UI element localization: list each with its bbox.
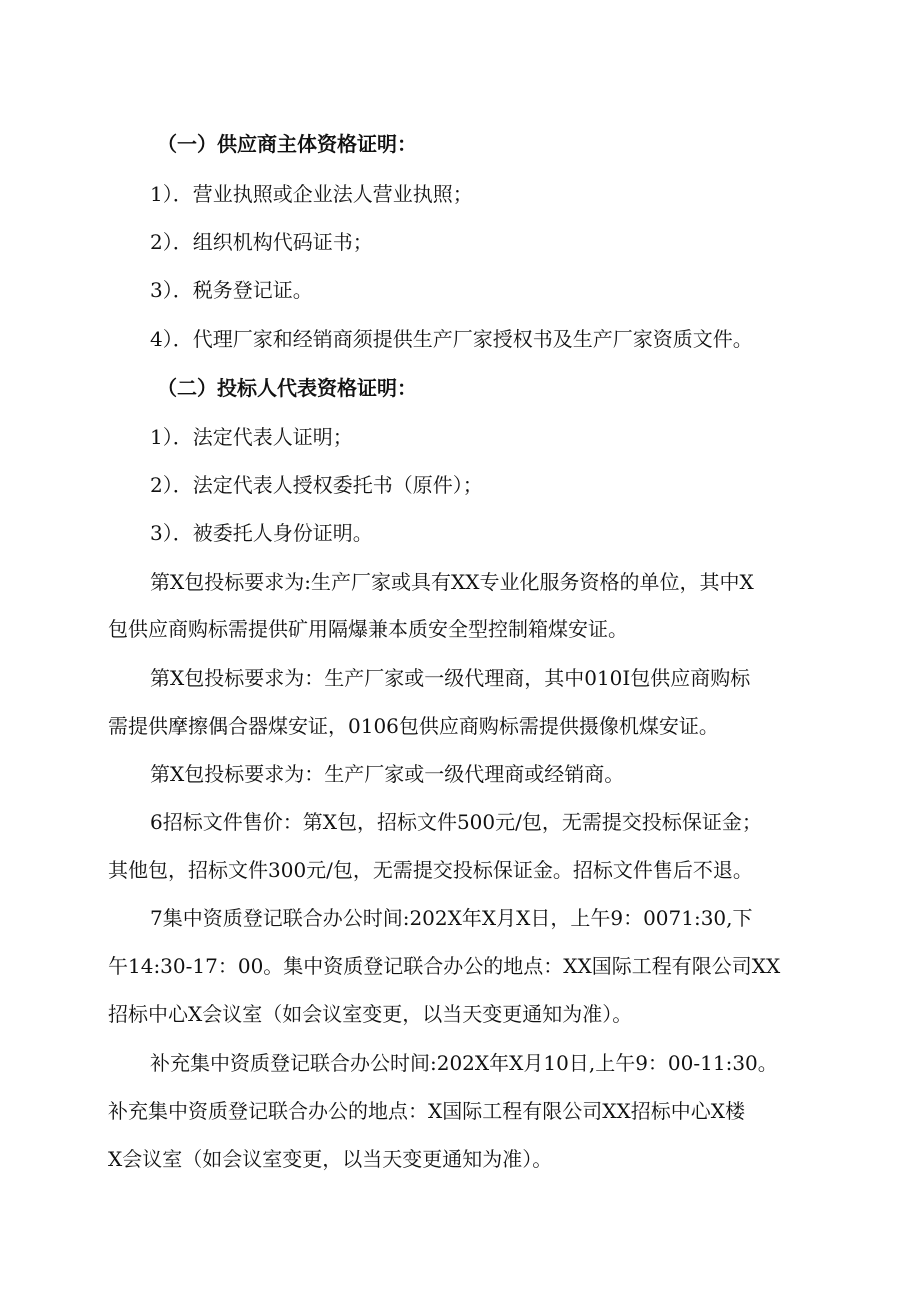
paragraph-2-line-2: 需提供摩擦偶合器煤安证，0106包供应商购标需提供摄像机煤安证。 [108, 714, 719, 738]
paragraph-5-line-3: 招标中心X会议室（如会议室变更，以当天变更通知为准）。 [108, 1002, 633, 1026]
section2-item-1: 1）．法定代表人证明； [150, 425, 353, 449]
section1-heading: （一）供应商主体资格证明： [157, 132, 417, 156]
section1-item-3: 3）．税务登记证。 [150, 278, 313, 302]
paragraph-5-line-2: 午14:30-17：00。集中资质登记联合办公的地点：XX国际工程有限公司XX [108, 954, 781, 978]
section2-item-2: 2）．法定代表人授权委托书（原件）； [150, 473, 483, 497]
paragraph-6-line-3: X会议室（如会议室变更，以当天变更通知为准）。 [108, 1147, 553, 1171]
paragraph-3-line-1: 第X包投标要求为：生产厂家或一级代理商或经销商。 [150, 762, 625, 786]
paragraph-2-line-1: 第X包投标要求为：生产厂家或一级代理商，其中010I包供应商购标 [150, 666, 751, 690]
paragraph-5-line-1: 7集中资质登记联合办公时间:202X年X月X日，上午9：0071:30,下 [150, 906, 753, 930]
paragraph-6-line-1: 补充集中资质登记联合办公时间:202X年X月10日,上午9：00-11:30。 [150, 1051, 778, 1075]
section2-heading: （二）投标人代表资格证明： [157, 376, 417, 400]
section1-item-1: 1）．营业执照或企业法人营业执照； [150, 182, 473, 206]
section2-item-3: 3）．被委托人身份证明。 [150, 521, 373, 545]
paragraph-6-line-2: 补充集中资质登记联合办公的地点：X国际工程有限公司XX招标中心X楼 [108, 1099, 745, 1123]
paragraph-4-line-2: 其他包，招标文件300元/包，无需提交投标保证金。招标文件售后不退。 [108, 858, 753, 882]
section1-item-4: 4）．代理厂家和经销商须提供生产厂家授权书及生产厂家资质文件。 [150, 327, 753, 351]
paragraph-1-line-1: 第X包投标要求为:生产厂家或具有XX专业化服务资格的单位，其中X [150, 570, 754, 594]
paragraph-4-line-1: 6招标文件售价：第X包，招标文件500元/包，无需提交投标保证金； [150, 810, 762, 834]
section1-item-2: 2）．组织机构代码证书； [150, 230, 373, 254]
paragraph-1-line-2: 包供应商购标需提供矿用隔爆兼本质安全型控制箱煤安证。 [108, 617, 628, 641]
